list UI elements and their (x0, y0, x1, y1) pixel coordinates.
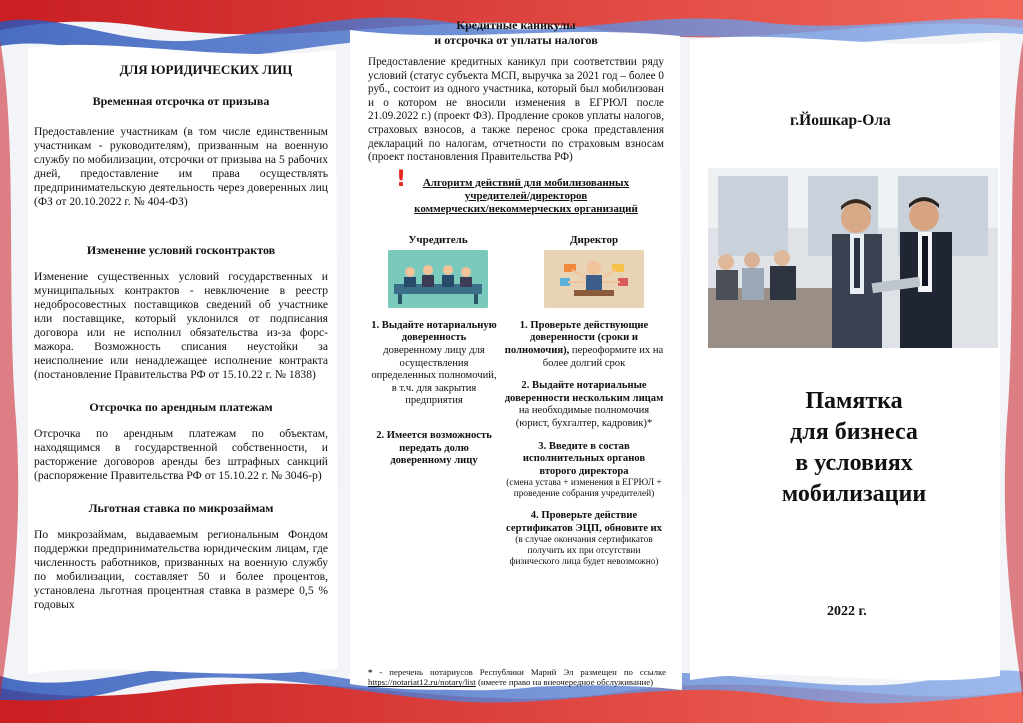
founder-step (370, 430, 498, 468)
director-step-bold: 4. Проверьте действие сертификатов ЭЦП, обновите их (506, 510, 662, 534)
credit-holidays-title-line2: и отсрочка от уплаты налогов (434, 33, 598, 47)
steps-row (368, 320, 664, 579)
credit-holidays-text: Предоставление кредитных каникул при соответствии ряду условий (статус субъекта МСП, выручка за 2021 год – более 0 руб., состоит из одного участника, который был мобилизован и о котором не вносили изменения в ЕГРЮЛ после 21.09.2022 г.) (проект ФЗ). Продление сроков уплаты налогов, страховых взносов, а также перенос срока представления деклараций по налогам, отчетности по страховым взносам (проект постановления Правительства РФ) (368, 56, 664, 164)
notary-footnote (368, 667, 666, 688)
legal-entities-column (34, 62, 328, 612)
founder-step-bold: 1. Выдайте нотариальную доверенность (371, 319, 497, 344)
director-step (504, 510, 664, 568)
founder-step-bold: 2. Имеется возможность передать долю доверенному лицу (376, 429, 492, 467)
section-text-deferral: Предоставление участникам (в том числе единственным участникам - руководителям), призванным на военную службу по мобилизации, отсрочки от призыва на 5 рабочих дней, предоставление им права осуществлять предпринимательскую деятельность через доверенных лиц (ФЗ от 20.10.2022 г. № 404-ФЗ) (34, 125, 328, 208)
founder-role (368, 234, 508, 308)
section-title-rent: Отсрочка по арендным платежам (89, 400, 273, 414)
founder-step (370, 320, 498, 408)
multitasking-illustration (544, 250, 644, 308)
brochure-title-line: в условиях (795, 450, 913, 476)
year-label: 2022 г. (827, 604, 867, 619)
section-title-deferral: Временная отсрочка от призыва (92, 94, 270, 108)
section-title-contracts: Изменение условий госконтрактов (86, 243, 276, 257)
director-step (504, 320, 664, 370)
city-name: г.Йошкар-Ола (790, 112, 891, 129)
founder-steps (370, 320, 498, 579)
director-title: Директор (569, 233, 619, 246)
director-step-note: (смена устава + изменения в ЕГРЮЛ + проведение собрания учредителей) (506, 478, 662, 500)
algorithm-heading-line3: коммерческих/некоммерческих организаций (414, 202, 638, 215)
algorithm-heading-line1: Алгоритм действий для мобилизованных (422, 176, 630, 189)
director-role (524, 234, 664, 308)
director-steps (504, 320, 664, 579)
director-step-text: переоформите их на более долгий срок (542, 344, 664, 369)
brochure-title-line: Памятка (805, 388, 903, 414)
founder-step-text: доверенному лицу для осуществления определенных полномочий, в т.ч. для закрытия предприятия (371, 344, 497, 407)
credit-holidays-column (368, 18, 664, 578)
exclamation-icon: ! (396, 166, 407, 192)
roles-row (368, 234, 664, 308)
founder-title: Учредитель (408, 233, 468, 246)
footnote-text: - перечень нотариусов Республики Марий Эл размещен по ссылке (372, 667, 666, 677)
brochure-title-line: для бизнеса (790, 419, 918, 445)
footnote-star: * (368, 667, 373, 677)
director-step (504, 441, 664, 501)
director-step-text: на необходимые полномочия (юрист, бухгалтер, кадровик)* (515, 405, 653, 429)
section-text-contracts: Изменение существенных условий государственных и муниципальных контрактов - невключение в реестр недобросовестных поставщиков сведений об участнике или поставщике, который уклонился от подписания договора или не исполнил обязательства из-за форс-мажора. Возможность списания неустойки за неисполнение или ненадлежащее исполнение контракта (постановление Правительства РФ от 15.10.22 г. № 1838) (34, 270, 328, 381)
brochure-title-line: мобилизации (781, 481, 927, 507)
section-text-rent: Отсрочка по арендным платежам по объектам, находящимся в государственной собственности, и расторжение договоров аренды без штрафных санкций (распоряжение Правительства РФ от 15.10.22 г. № 3046-р) (34, 427, 328, 482)
section-title-microloans: Льготная ставка по микрозаймам (88, 501, 274, 515)
section-text-microloans: По микрозаймам, выдаваемым региональным Фондом поддержки предпринимательства юридическим лицам, где численность работников, призванных на военную службу по мобилизации, составляет 50 и более процентов, установлена льготная процентная ставка в размере 0,5 % годовых (34, 528, 328, 611)
legal-entities-heading: ДЛЯ ЮРИДИЧЕСКИХ ЛИЦ (119, 62, 293, 77)
algorithm-heading-line2: учредителей/директоров (464, 189, 588, 202)
business-photo (708, 168, 998, 348)
director-step-note: (в случае окончания сертификатов получить их при отсутствии физического лица будет невозможно) (509, 535, 659, 568)
director-step (504, 380, 664, 430)
footnote-tail: (имеете право на внеочередное обслуживание) (475, 677, 654, 688)
brochure-title (706, 386, 1002, 510)
director-step-bold: 3. Введите в состав исполнительных органов второго директора (522, 440, 646, 477)
credit-holidays-title (368, 18, 664, 48)
credit-holidays-title-line1: Кредитные каникулы (456, 18, 576, 32)
algorithm-heading (368, 166, 664, 216)
director-step-bold: 2. Выдайте нотариальные доверенности нескольким лицам (504, 380, 664, 404)
meeting-illustration (388, 250, 488, 308)
director-step-bold: 1. Проверьте действующие доверенности (сроки и полномочия), (504, 319, 649, 356)
notary-list-link[interactable]: https://notariat12.ru/notary/list (368, 677, 476, 688)
